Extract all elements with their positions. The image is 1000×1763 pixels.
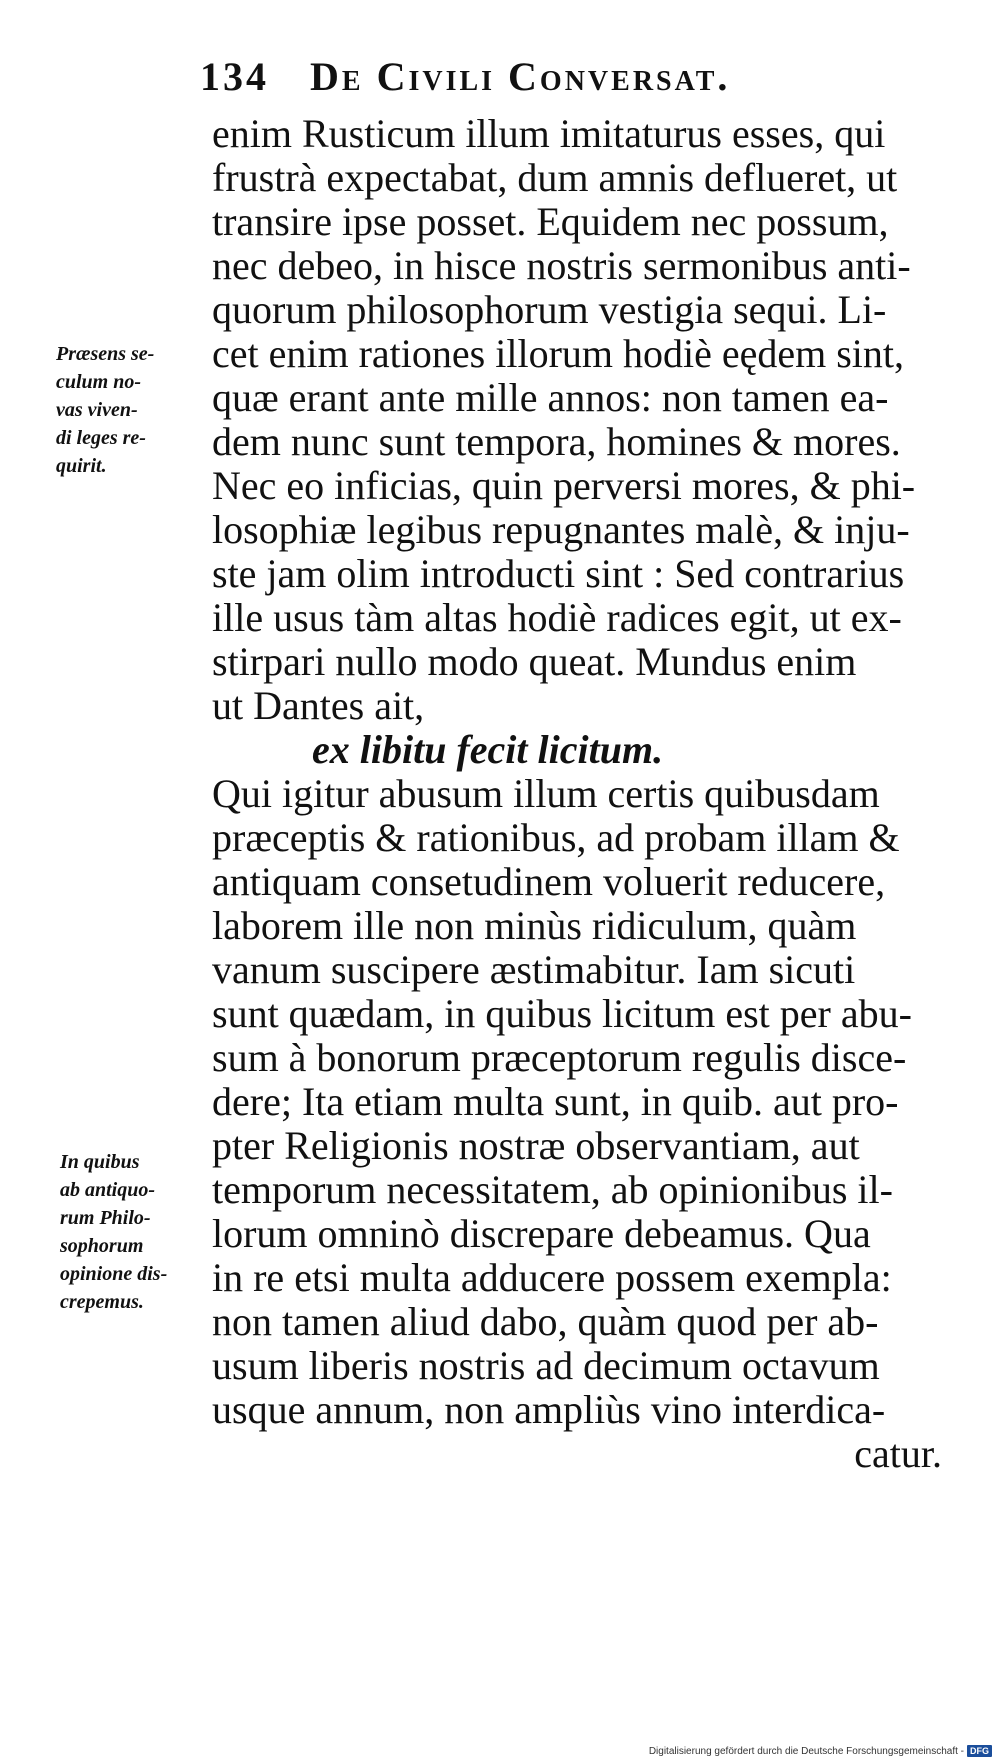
marginal-note-1 [56, 340, 206, 480]
marginal-note-line: di leges re- [56, 427, 146, 449]
text-line: laborem ille non minùs ridiculum, quàm [212, 903, 857, 948]
text-line: dem nunc sunt tempora, homines & mores. [212, 419, 901, 464]
text-line: Qui igitur abusum illum certis quibusdam [212, 771, 880, 816]
digitization-credit [649, 1745, 992, 1757]
marginal-note-line: ab antiquo- [60, 1179, 156, 1201]
text-line: sunt quædam, in quibus licitum est per abu- [212, 991, 912, 1036]
quote-line: ex libitu fecit licitum. [312, 727, 664, 772]
credit-text: Digitalisierung gefördert durch die Deutsche Forschungsgemeinschaft - [648, 1745, 964, 1757]
text-line: usum liberis nostris ad decimum octavum [212, 1343, 880, 1388]
marginal-note-line: vas viven- [56, 399, 138, 421]
marginal-note-line: culum no- [56, 371, 142, 393]
page-number: 134 [200, 54, 269, 99]
text-line: non tamen aliud dabo, quàm quod per ab- [212, 1299, 879, 1344]
marginal-note-2 [60, 1148, 210, 1316]
text-line: quorum philosophorum vestigia sequi. Li- [212, 287, 887, 332]
text-line: usque annum, non ampliùs vino interdica- [212, 1387, 886, 1432]
marginal-note-line: Præsens se- [56, 343, 155, 365]
marginal-note-line: rum Philo- [60, 1207, 151, 1229]
text-line: nec debeo, in hisce nostris sermonibus anti- [212, 243, 911, 288]
text-line: enim Rusticum illum imitaturus esses, qui [212, 111, 886, 156]
text-line: ut Dantes ait, [212, 683, 425, 728]
text-line: Nec eo inficias, quin perversi mores, & phi- [212, 463, 916, 508]
marginal-note-line: quirit. [56, 455, 107, 477]
marginal-note-line: opinione dis- [60, 1263, 168, 1285]
text-line: transire ipse posset. Equidem nec possum, [212, 199, 889, 244]
marginal-note-line: sophorum [60, 1235, 144, 1257]
text-line: cet enim rationes illorum hodiè eędem sint, [212, 331, 905, 376]
marginal-note-line: crepemus. [60, 1291, 144, 1313]
text-line: pter Religionis nostræ observantiam, aut [212, 1123, 860, 1168]
dfg-logo: DFG [967, 1745, 992, 1757]
text-line: ste jam olim introducti sint : Sed contrarius [212, 551, 905, 596]
text-line: stirpari nullo modo queat. Mundus enim [212, 639, 857, 684]
running-title: De Civili Conversat. [310, 54, 731, 99]
main-text [212, 112, 942, 1476]
text-line: vanum suscipere æstimabitur. Iam sicuti [212, 947, 856, 992]
text-line: quæ erant ante mille annos: non tamen ea- [212, 375, 889, 420]
text-line: temporum necessitatem, ab opinionibus il- [212, 1167, 893, 1212]
page-header [200, 52, 920, 102]
text-line: lorum omninò discrepare debeamus. Qua [212, 1211, 871, 1256]
marginal-note-line: In quibus [60, 1151, 140, 1173]
text-line: antiquam consetudinem voluerit reducere, [212, 859, 886, 904]
text-line: ille usus tàm altas hodiè radices egit, ut ex- [212, 595, 902, 640]
text-line: sum à bonorum præceptorum regulis disce- [212, 1035, 907, 1080]
text-line: in re etsi multa adducere possem exempla: [212, 1255, 892, 1300]
text-line: præceptis & rationibus, ad probam illam & [212, 815, 900, 860]
text-line: losophiæ legibus repugnantes malè, & inju- [212, 507, 910, 552]
text-line: dere; Ita etiam multa sunt, in quib. aut pro- [212, 1079, 899, 1124]
text-line-last: catur. [854, 1431, 942, 1476]
text-line: frustrà expectabat, dum amnis deflueret, ut [212, 155, 898, 200]
